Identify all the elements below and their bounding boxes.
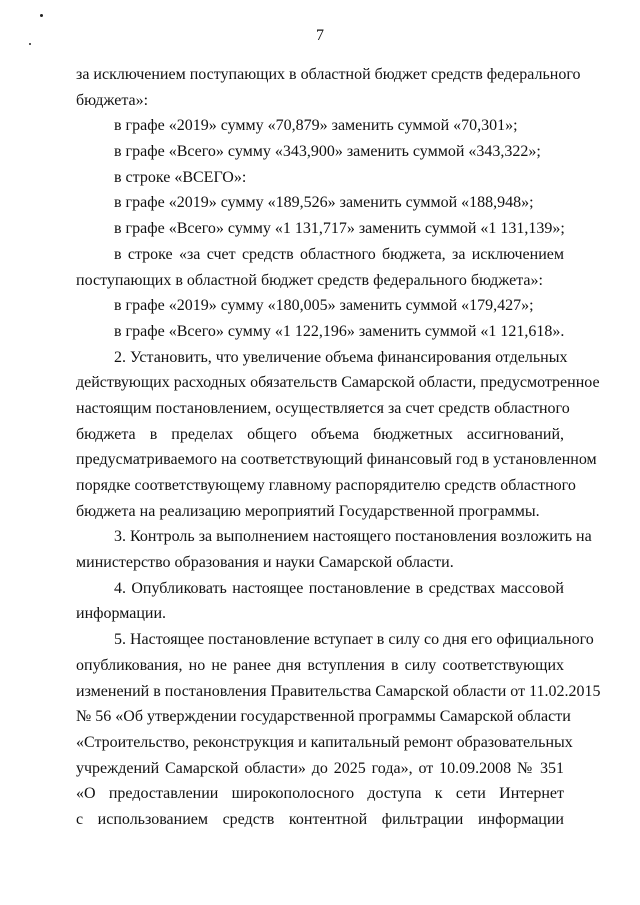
document-body (76, 62, 601, 833)
text-line: бюджета»: (76, 91, 149, 109)
text-line: бюджета в пределах общего объема бюджетных ассигнований, (76, 425, 564, 443)
text-line: в графе «2019» сумму «70,879» заменить суммой «70,301»; (114, 117, 518, 135)
text-line: в графе «Всего» сумму «1 122,196» заменить суммой «1 121,618». (114, 322, 565, 340)
text-line: поступающих в областной бюджет средств федерального бюджета»: (76, 271, 543, 289)
text-line: действующих расходных обязательств Самарской области, предусмотренное (76, 374, 600, 392)
text-line: в графе «2019» сумму «180,005» заменить суммой «179,427»; (114, 297, 534, 315)
text-line: настоящим постановлением, осуществляется за счет средств областного (76, 399, 570, 417)
text-line: в строке «ВСЕГО»: (114, 168, 247, 186)
text-line: за исключением поступающих в областной бюджет средств федерального (76, 66, 581, 83)
page-number: 7 (316, 27, 324, 44)
text-line: в графе «Всего» сумму «1 131,717» заменить суммой «1 131,139»; (114, 220, 565, 238)
text-line: информации. (76, 605, 167, 623)
text-line: министерство образования и науки Самарской области. (76, 554, 454, 572)
text-line: в графе «Всего» сумму «343,900» заменить суммой «343,322»; (114, 143, 541, 161)
text-line: 5. Настоящее постановление вступает в силу со дня его официального (114, 631, 594, 649)
text-line: в графе «2019» сумму «189,526» заменить суммой «188,948»; (114, 194, 534, 212)
text-line: предусматриваемого на соответствующий финансовый год в установленном (76, 451, 597, 469)
text-line: опубликования, но не ранее дня вступления в силу соответствующих (76, 656, 564, 674)
text-line: 4. Опубликовать настоящее постановление в средствах массовой (114, 579, 564, 597)
text-line: учреждений Самарской области» до 2025 года», от 10.09.2008 № 351 (76, 759, 564, 777)
text-line: № 56 «Об утверждении государственной программы Самарской области (76, 708, 571, 726)
text-line: порядке соответствующему главному распорядителю средств областного (76, 477, 576, 494)
text-line: «Строительство, реконструкция и капитальный ремонт образовательных (76, 733, 573, 751)
text-line: бюджета на реализацию мероприятий Государственной программы. (76, 502, 540, 520)
scan-speck (40, 14, 43, 17)
text-line: 3. Контроль за выполнением настоящего постановления возложить на (114, 528, 592, 546)
text-line: в строке «за счет средств областного бюджета, за исключением (114, 245, 564, 263)
text-line: изменений в постановления Правительства Самарской области от 11.02.2015 (76, 682, 601, 700)
text-line: «О предоставлении широкополосного доступа к сети Интернет (76, 785, 564, 803)
text-line: с использованием средств контентной фильтрации информации (76, 810, 564, 828)
text-line: 2. Установить, что увеличение объема финансирования отдельных (114, 348, 568, 366)
